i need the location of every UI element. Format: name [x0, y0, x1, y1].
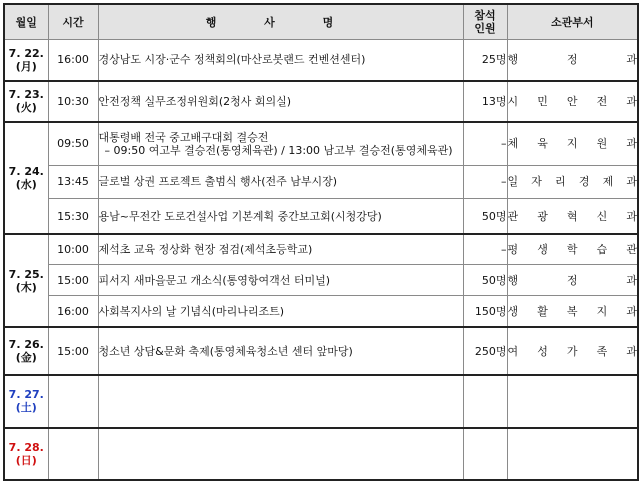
table-row [4, 375, 638, 428]
time-cell: 15:30 [48, 199, 98, 235]
weekday-label: (火) [15, 101, 37, 115]
date-cell [4, 375, 48, 428]
event-title: 경상남도 시장·군수 정책회의(마산로봇랜드 컨벤션센터) [98, 40, 463, 81]
table-row [4, 428, 638, 480]
attendance-cell: – [463, 165, 507, 199]
department-cell: 생 활 복 지 과 [507, 296, 638, 327]
table-row [4, 40, 638, 81]
schedule-table [3, 3, 639, 481]
event-title-main: 대통령배 전국 중고배구대회 결승전 [98, 130, 269, 144]
time-cell: 13:45 [48, 165, 98, 199]
weekday-label: (日) [15, 453, 37, 467]
attendance-cell: 25명 [463, 40, 507, 81]
header-time: 시간 [48, 4, 98, 40]
date-cell [4, 428, 48, 480]
department-cell: 체 육 지 원 과 [507, 122, 638, 165]
weekday-label: (水) [15, 178, 37, 192]
weekday-label: (金) [15, 351, 37, 365]
date-cell [4, 327, 48, 375]
department-cell: 일 자 리 경 제 과 [507, 165, 638, 199]
time-cell [48, 375, 98, 428]
attendance-cell: – [463, 234, 507, 264]
table-row [4, 122, 638, 165]
table-row [4, 327, 638, 375]
date-label: 7. 25. [8, 267, 44, 281]
department-cell: 행 정 과 [507, 265, 638, 296]
attendance-cell: – [463, 122, 507, 165]
table-row [4, 265, 638, 296]
event-title [98, 428, 463, 480]
attendance-cell: 150명 [463, 296, 507, 327]
date-label: 7. 28. [8, 440, 44, 454]
event-title: 피서지 새마을문고 개소식(통영항여객선 터미널) [98, 265, 463, 296]
attendance-cell [463, 375, 507, 428]
weekday-label: (月) [15, 59, 37, 73]
date-cell [4, 81, 48, 122]
time-cell: 15:00 [48, 265, 98, 296]
department-cell: 여 성 가 족 과 [507, 327, 638, 375]
header-attendance [463, 4, 507, 40]
attendance-cell: 250명 [463, 327, 507, 375]
header-date: 월일 [4, 4, 48, 40]
attendance-cell: 50명 [463, 199, 507, 235]
event-title [98, 375, 463, 428]
time-cell: 09:50 [48, 122, 98, 165]
header-row [4, 4, 638, 40]
date-cell [4, 40, 48, 81]
weekday-label: (木) [15, 280, 37, 294]
weekday-label: (土) [15, 401, 37, 415]
header-event: 행 사 명 [98, 4, 463, 40]
event-title: 안전정책 실무조정위원회(2청사 회의실) [98, 81, 463, 122]
time-cell: 15:00 [48, 327, 98, 375]
table-row [4, 165, 638, 199]
attendance-cell [463, 428, 507, 480]
department-cell: 시 민 안 전 과 [507, 81, 638, 122]
attendance-cell: 13명 [463, 81, 507, 122]
time-cell: 16:00 [48, 40, 98, 81]
date-label: 7. 23. [8, 88, 44, 102]
header-department: 소관부서 [507, 4, 638, 40]
department-cell [507, 375, 638, 428]
date-label: 7. 24. [8, 165, 44, 179]
event-title: 제석초 교육 정상화 현장 점검(제석초등학교) [98, 234, 463, 264]
department-cell [507, 428, 638, 480]
table-row [4, 296, 638, 327]
event-title: 글로벌 상권 프로젝트 출범식 행사(전주 남부시장) [98, 165, 463, 199]
event-title [98, 122, 463, 165]
table-row [4, 234, 638, 264]
time-cell [48, 428, 98, 480]
time-cell: 16:00 [48, 296, 98, 327]
header-attendance-line1: 참석 [474, 9, 496, 22]
date-cell [4, 234, 48, 327]
table-row [4, 81, 638, 122]
department-cell: 행 정 과 [507, 40, 638, 81]
event-title: 사회복지사의 날 기념식(마리나리조트) [98, 296, 463, 327]
header-attendance-line2: 인원 [474, 22, 496, 35]
event-title: 청소년 상담&문화 축제(통영체육청소년 센터 앞마당) [98, 327, 463, 375]
time-cell: 10:30 [48, 81, 98, 122]
date-label: 7. 27. [8, 388, 44, 402]
date-cell [4, 122, 48, 235]
date-label: 7. 22. [8, 46, 44, 60]
attendance-cell: 50명 [463, 265, 507, 296]
event-title: 용남~무전간 도로건설사업 기본계획 중간보고회(시청강당) [98, 199, 463, 235]
table-row [4, 199, 638, 235]
department-cell: 평 생 학 습 관 [507, 234, 638, 264]
department-cell: 관 광 혁 신 과 [507, 199, 638, 235]
event-subtitle: – 09:50 여고부 결승전(통영체육관) / 13:00 남고부 결승전(통영체육관) [104, 143, 453, 157]
time-cell: 10:00 [48, 234, 98, 264]
date-label: 7. 26. [8, 338, 44, 352]
